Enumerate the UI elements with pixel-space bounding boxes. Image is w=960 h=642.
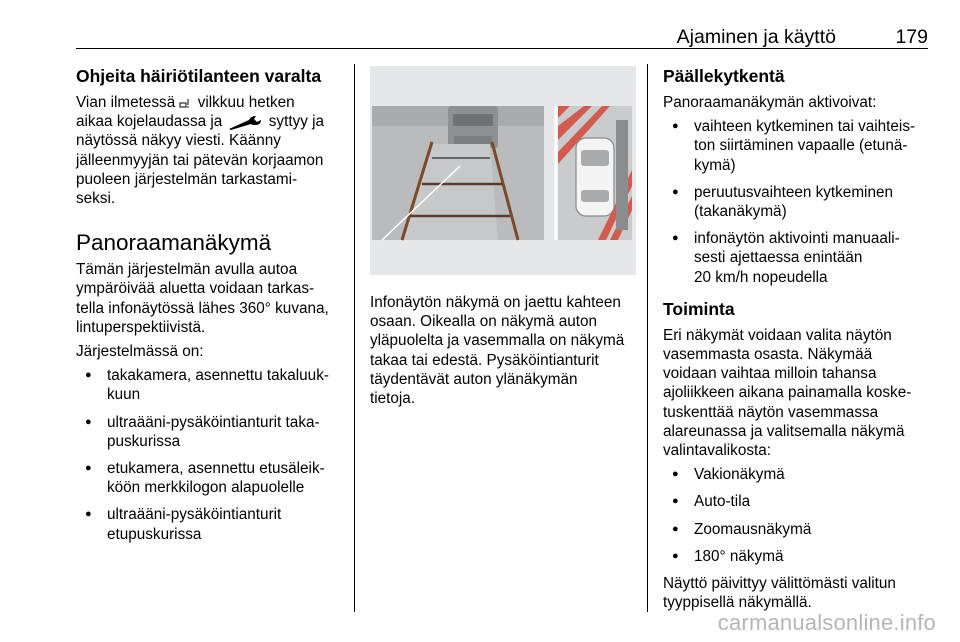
column-divider	[354, 64, 355, 612]
figure-caption	[370, 293, 636, 408]
column-right	[663, 66, 931, 617]
text-line: yläpuolelta ja vasemmalla on näkymä	[370, 332, 625, 350]
column-middle	[370, 66, 636, 413]
text-line: ympäröivää aluetta voidaan tarkas-	[76, 280, 315, 298]
text-line: Eri näkymät voidaan valita näytön	[663, 326, 892, 344]
column-divider	[647, 64, 648, 612]
list-item: ● ultraääni-pysäköintianturit taka- puskurissa	[76, 413, 342, 451]
text-line: puoleen järjestelmän tarkastami-	[76, 170, 298, 188]
text-line: osaan. Oikealla on näkymä auton	[370, 313, 598, 331]
list-item: ● Auto-tila	[663, 492, 931, 511]
watermark-text: carmanualsonline.info	[717, 610, 936, 635]
text-line: Infonäytön näkymä on jaettu kahteen	[370, 294, 621, 311]
components-list	[76, 366, 342, 544]
wrench-icon	[227, 114, 265, 130]
list-item: ● Vakionäkymä	[663, 465, 931, 484]
camera-warning-icon	[179, 96, 193, 110]
switch-on-heading: Päällekytkentä	[663, 66, 785, 86]
panorama-view-illustration	[370, 66, 636, 275]
column-left	[76, 66, 342, 552]
activation-label: Panoraamanäkymän aktivoivat:	[663, 94, 877, 111]
list-item: ● ultraääni-pysäköintianturit etupuskurissa	[76, 505, 342, 543]
list-item: ● etukamera, asennettu etusäleik- köön merkkilogon alapuolelle	[76, 459, 342, 497]
fault-heading: Ohjeita häiriötilanteen varalta	[76, 66, 322, 86]
list-item: ● takakamera, asennettu takaluuk- kuun	[76, 366, 342, 404]
text-line: näytössä näkyy viesti. Käänny	[76, 132, 281, 150]
text-line: alareunassa ja valitsemalla näkymä	[663, 422, 905, 440]
list-item: ● vaihteen kytkeminen tai vaihteis- ton siirtäminen vapaalle (etunä- kymä)	[663, 117, 931, 175]
function-heading: Toiminta	[663, 298, 735, 319]
text-line: Vian ilmetessä vilkkuu hetken	[76, 94, 295, 111]
text-line: ajoliikkeen aikana painamalla koske-	[663, 384, 912, 402]
text-line: valintavalikosta:	[663, 442, 771, 460]
text-line: lintuperspektiivistä.	[76, 318, 206, 336]
panorama-display-drawing	[370, 66, 636, 275]
header-title: Ajaminen ja käyttö	[676, 26, 836, 48]
view-options-list	[663, 465, 931, 566]
list-item: ● Zoomausnäkymä	[663, 520, 931, 539]
function-paragraph	[663, 326, 931, 460]
components-label: Järjestelmässä on:	[76, 343, 204, 361]
text-line: voidaan vaihtaa milloin tahansa	[663, 365, 877, 383]
text-line: takaa tai edestä. Pysäköintianturit	[370, 351, 599, 369]
text-line: Näyttö päivittyy välittömästi valitun	[663, 575, 896, 593]
text-line: Tämän järjestelmän avulla autoa	[76, 261, 298, 279]
header-rule	[76, 48, 928, 49]
page-header	[76, 22, 928, 50]
text-line: tietoja.	[370, 390, 416, 408]
list-item: ● infonäytön aktivointi manuaali- sesti ajettaessa enintään 20 km/h nopeudella	[663, 229, 931, 287]
list-item: ● 180° näkymä	[663, 547, 931, 566]
text-line: täydentävät auton ylänäkymän	[370, 370, 578, 388]
activation-list	[663, 117, 931, 287]
page-number: 179	[895, 26, 928, 48]
fault-paragraph	[76, 93, 342, 208]
section-title: Panoraamanäkymä	[76, 230, 272, 256]
text-line: tyyppisellä näkymällä.	[663, 594, 812, 612]
text-line: tella infonäytössä lähes 360° kuvana,	[76, 299, 329, 317]
intro-paragraph	[76, 260, 342, 337]
text-line: jälleenmyyjän tai pätevän korjaamon	[76, 151, 324, 169]
list-item: ● peruutusvaihteen kytkeminen (takanäkymä)	[663, 183, 931, 221]
text-line: tuskenttää näytön vasemmassa	[663, 403, 879, 421]
closing-paragraph	[663, 574, 931, 612]
text-line: seksi.	[76, 190, 116, 208]
text-line: vasemmasta osasta. Näkymää	[663, 346, 873, 364]
text-line: aikaa kojelaudassa ja syttyy ja	[76, 113, 325, 131]
